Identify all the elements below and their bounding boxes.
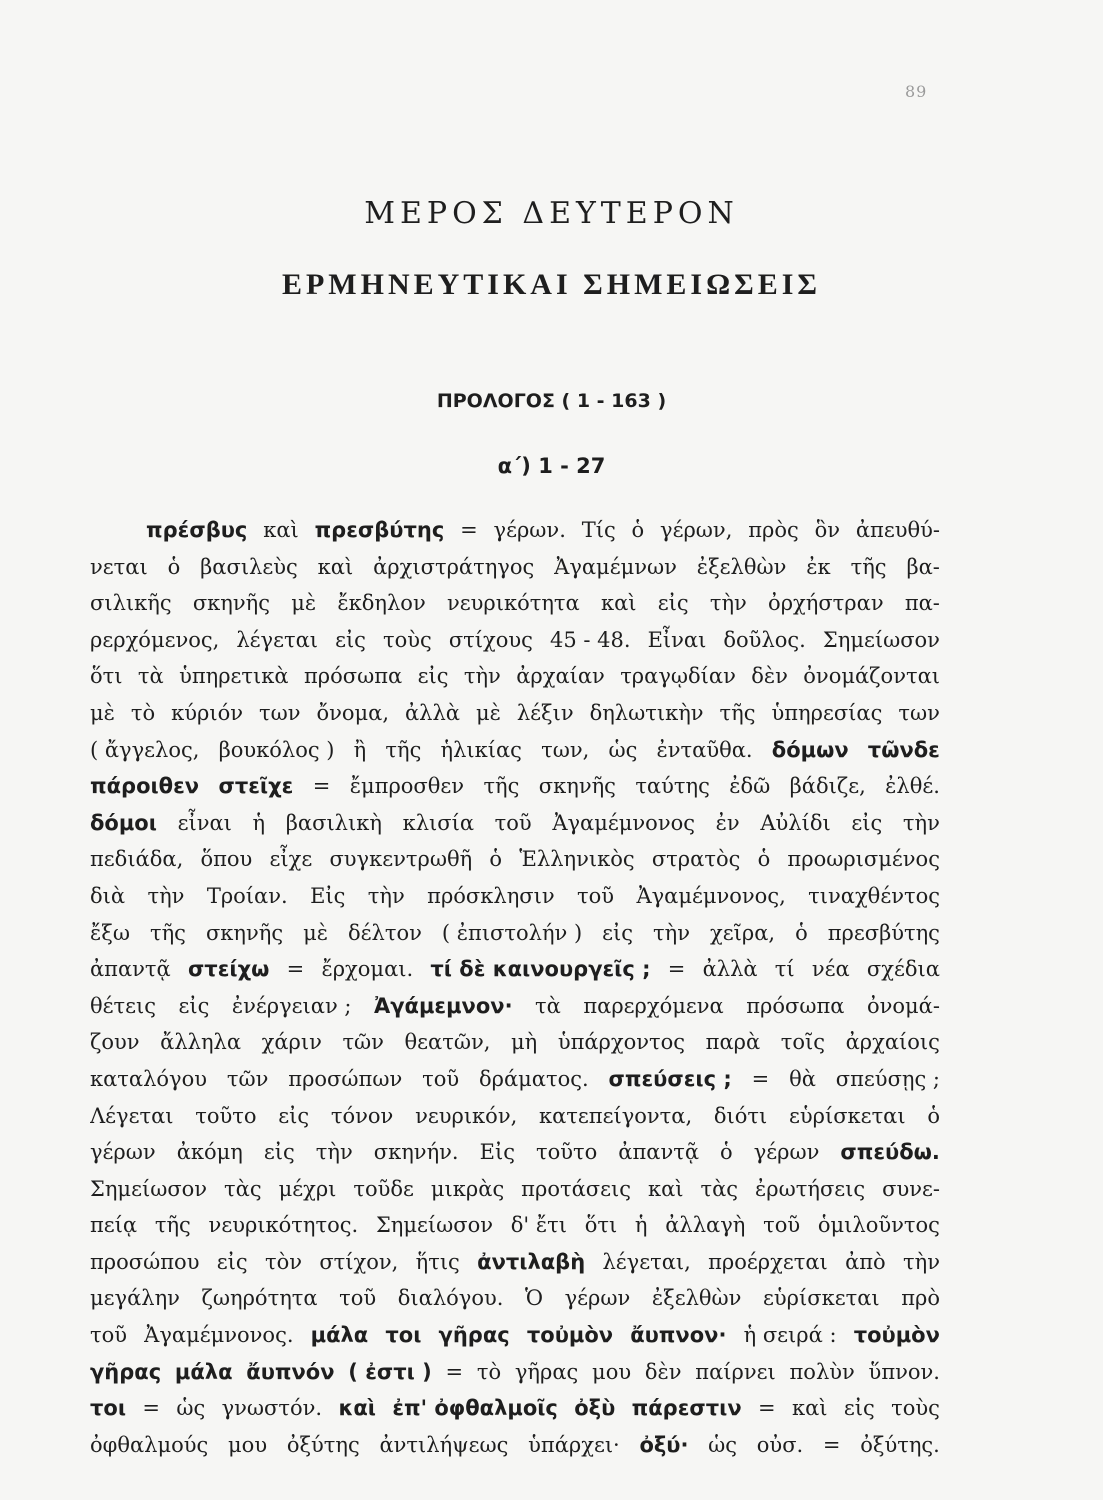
prologue-heading: ΠΡΟΛΟΓΟΣ ( 1 - 163 ) — [436, 390, 667, 412]
word: λέξιν — [516, 700, 574, 725]
word: θεατῶν, — [404, 1030, 491, 1055]
lemma: τοι — [90, 1396, 127, 1421]
word: σπεύσῃς ; — [835, 1066, 940, 1091]
word: τοῦτο — [535, 1140, 598, 1165]
word: ὀξύτης — [286, 1432, 360, 1457]
word: γῆρας — [514, 1359, 579, 1384]
commentary-text — [90, 512, 940, 1463]
word: = — [751, 1066, 770, 1091]
word: τὸν — [264, 1249, 302, 1274]
word: ἀρχαίαν — [516, 664, 605, 689]
word: Ἀγαμέμνων — [554, 554, 677, 579]
word: τιναχθέντος — [808, 883, 940, 908]
word: καὶ — [791, 1396, 828, 1421]
word: ὀφθαλμούς — [90, 1432, 209, 1457]
word: τῆς — [385, 737, 422, 762]
word: ( ἐπιστολήν ) — [441, 920, 583, 945]
word: ὁ — [167, 554, 181, 579]
word: ἄλληλα — [160, 1030, 242, 1055]
lemma: πάρεστιν — [631, 1396, 742, 1421]
word: λέγεται — [236, 627, 319, 652]
word: Λέγεται — [90, 1103, 174, 1128]
word: εἰς — [843, 1396, 875, 1421]
word: των — [258, 700, 301, 725]
word: εἰς — [417, 664, 449, 689]
word: = — [445, 1359, 464, 1384]
section-title: ΕΡΜΗΝΕΥΤΙΚΑΙ ΣΗΜΕΙΩΣΕΙΣ — [281, 268, 822, 301]
word: Τίς — [581, 518, 616, 542]
word: σκηνῆς — [205, 920, 284, 945]
word: εἰς — [263, 1140, 295, 1165]
word: πρόσωπα — [303, 664, 403, 689]
word: Τροίαν. — [206, 883, 288, 908]
word: ἀλλὰ — [405, 700, 460, 725]
word: κύριόν — [171, 700, 244, 725]
word: μεγάλην — [90, 1286, 180, 1311]
word: ἀπευθύ- — [855, 518, 940, 542]
word: θὰ — [789, 1066, 816, 1091]
text-line — [90, 841, 940, 878]
word: ζουν — [90, 1030, 140, 1055]
lemma: ( ἐστι ) — [348, 1359, 432, 1384]
word: εἰς — [278, 1103, 310, 1128]
word: τοῦ — [90, 1323, 128, 1348]
word: τῆς — [719, 700, 756, 725]
word: τί — [774, 957, 795, 982]
word: μὲ — [475, 700, 501, 725]
word: Ἀγαμέμνονος. — [144, 1323, 294, 1348]
word: ἡ σειρά : — [743, 1323, 837, 1348]
text-line — [90, 585, 940, 622]
word: Εἶναι — [647, 627, 707, 652]
word: ὁ — [927, 1103, 940, 1128]
word: πρὸ — [901, 1286, 940, 1311]
lemma: τοὐμὸν — [526, 1323, 614, 1348]
word: ( ἄγγελος, — [90, 737, 200, 762]
lemma: ἐπ' ὀφθαλμοῖς — [392, 1396, 558, 1421]
word: σιλικῆς — [90, 591, 172, 616]
word: πρόσκλησιν — [427, 883, 555, 908]
word: ὁ — [489, 847, 503, 872]
word: ἔρχομαι. — [321, 957, 414, 982]
word: ἐλθέ. — [885, 774, 940, 799]
subsection-heading: α΄) 1 - 27 — [497, 454, 606, 478]
word: πεδιάδα, — [90, 847, 184, 872]
word: ἀπὸ — [845, 1249, 886, 1274]
word: καὶ — [263, 518, 299, 542]
word: τῶν — [226, 1066, 269, 1091]
word: Σημείωσον — [375, 1213, 493, 1238]
lemma: ἄυπνόν — [246, 1359, 335, 1384]
word: τῶν — [342, 1030, 384, 1055]
word: σκηνῆς — [192, 591, 270, 616]
word: = — [460, 518, 478, 542]
word: τοὺς — [891, 1396, 940, 1421]
text-line — [90, 951, 940, 988]
word: ὀξύτης. — [860, 1432, 940, 1457]
word: ἢ — [353, 737, 367, 762]
text-line — [90, 1061, 940, 1098]
text-line — [90, 549, 940, 586]
word: κλισία — [402, 810, 474, 835]
word: γέρων — [90, 1140, 156, 1165]
word: δράματος. — [478, 1066, 589, 1091]
lemma: ὀξύ· — [639, 1432, 689, 1457]
word: των, — [541, 737, 590, 762]
text-line — [90, 1390, 940, 1427]
word: δὲν — [751, 664, 788, 689]
word: τοῦ — [577, 883, 615, 908]
word: ἀκόμη — [176, 1140, 243, 1165]
word: καταλόγου — [90, 1066, 208, 1091]
word: ὁ — [631, 518, 645, 542]
word: ρερχόμενος, — [90, 627, 220, 652]
word: τὴν — [315, 1140, 353, 1165]
word: = — [822, 1432, 841, 1457]
word: σκηνῆς — [538, 774, 616, 799]
word: κατεπείγοντα, — [539, 1103, 693, 1128]
part-title: ΜΕΡΟΣ ΔΕΥΤΕΡΟΝ — [364, 196, 739, 231]
lemma: γῆρας — [438, 1323, 510, 1348]
word: τραγῳδίαν — [620, 664, 736, 689]
word: μέχρι — [278, 1176, 337, 1201]
text-line — [90, 1427, 940, 1464]
word: στρατὸς — [651, 847, 741, 872]
word: προωρισμένος — [787, 847, 940, 872]
word: πείᾳ — [90, 1213, 138, 1238]
lemma: Ἀγάμεμνον· — [373, 993, 513, 1018]
lemma: μάλα — [310, 1323, 369, 1348]
word: δηλωτικὴν — [589, 700, 704, 725]
word: ἀρχαίοις — [845, 1030, 940, 1055]
word: δ' ἔτι — [510, 1213, 567, 1238]
word: θέτεις — [90, 993, 157, 1018]
word: ὁ — [795, 920, 808, 945]
word: ὀνομά- — [866, 993, 940, 1018]
word: τὸ — [130, 700, 156, 725]
word: Εἰς — [479, 1140, 515, 1165]
word: παρὰ — [705, 1030, 761, 1055]
word: εἶχε — [269, 847, 313, 872]
word: ζωηρότητα — [201, 1286, 318, 1311]
lemma: τί δὲ καινουργεῖς ; — [430, 957, 651, 982]
word: ὅτι — [90, 664, 123, 689]
word: ἔκδηλον — [337, 591, 426, 616]
word: συγκεντρωθῆ — [329, 847, 473, 872]
word: πρεσβύτης — [827, 920, 940, 945]
word: ἡλικίας — [440, 737, 522, 762]
word: = — [142, 1396, 160, 1421]
word: = — [667, 957, 686, 982]
word: προσώπου — [90, 1249, 200, 1274]
word: ὅτι — [584, 1213, 618, 1238]
word: μὲ — [90, 700, 115, 725]
lemma: ὀξὺ — [574, 1396, 616, 1421]
word: πρόσωπα — [746, 993, 845, 1018]
page-number: 89 — [905, 82, 928, 101]
word: τοῦτο — [195, 1103, 257, 1128]
word: ἀλλαγὴ — [665, 1213, 746, 1238]
lemma: τοι — [385, 1323, 422, 1348]
word: σκηνήν. — [373, 1140, 459, 1165]
word: τοῖς — [780, 1030, 826, 1055]
word: Ἑλληνικὸς — [519, 847, 635, 872]
word: των — [898, 700, 940, 725]
word: προέρχεται — [708, 1249, 828, 1274]
word: ἀρχιστράτηγος — [373, 554, 535, 579]
word: τὰ — [137, 664, 164, 689]
word: τοῦ — [339, 1286, 377, 1311]
word: διὰ — [90, 883, 126, 908]
word: εἰς — [657, 591, 689, 616]
text-line — [90, 1317, 940, 1354]
word: ὁμιλοῦντος — [817, 1213, 940, 1238]
word: γνωστόν. — [221, 1396, 323, 1421]
word: ἔξω — [90, 920, 130, 945]
word: νευρικότητα — [446, 591, 580, 616]
text-line — [90, 988, 940, 1025]
word: πολὺν — [789, 1359, 855, 1384]
word: μὲ — [291, 591, 317, 616]
lemma: πάροιθεν — [90, 774, 200, 799]
word: βασιλικὴ — [285, 810, 382, 835]
word: Ὁ — [525, 1286, 544, 1311]
word: γέρων — [564, 1286, 631, 1311]
word: εὑρίσκεται — [763, 1286, 880, 1311]
word: καὶ — [600, 591, 637, 616]
word: εἰς — [602, 920, 634, 945]
word: ἐρωτήσεις — [755, 1176, 866, 1201]
word: Εἰς — [310, 883, 346, 908]
text-line — [90, 1134, 940, 1171]
lemma: μάλα — [174, 1359, 233, 1384]
word: δὲν — [644, 1359, 682, 1384]
word: ἡ — [634, 1213, 648, 1238]
lemma: ἀντιλαβὴ — [477, 1249, 586, 1274]
lemma: δόμων — [771, 737, 849, 762]
word: τὰς — [224, 1176, 262, 1201]
word: ἐν — [715, 810, 740, 835]
word: τοῦδε — [353, 1176, 414, 1201]
word: ἐνταῦθα. — [656, 737, 753, 762]
text-line — [90, 622, 940, 659]
word: δοῦλος. — [723, 627, 806, 652]
text-line — [90, 1098, 940, 1135]
word: ταύτης — [635, 774, 710, 799]
lemma: πρεσβύτης — [314, 518, 445, 542]
lemma: καὶ — [338, 1396, 376, 1421]
word: μὴ — [511, 1030, 538, 1055]
word: χεῖρα, — [710, 920, 776, 945]
word: Αὐλίδι — [760, 810, 831, 835]
text-line — [90, 768, 940, 805]
word: ὕπνον. — [868, 1359, 940, 1384]
text-line — [90, 732, 940, 769]
text-line — [90, 1171, 940, 1208]
word: εἰς — [178, 993, 210, 1018]
word: ἀλλὰ — [702, 957, 758, 982]
word: παρερχόμενα — [583, 993, 724, 1018]
text-line — [90, 1354, 940, 1391]
word: ἔμπροσθεν — [349, 774, 465, 799]
word: ἐδῶ — [729, 774, 771, 799]
word: νεται — [90, 554, 148, 579]
word: τὰ — [535, 993, 561, 1018]
word: βα- — [906, 554, 940, 579]
word: τῆς — [483, 774, 520, 799]
word: χάριν — [261, 1030, 322, 1055]
text-line — [90, 805, 940, 842]
word: βουκόλος ) — [218, 737, 335, 762]
word: τὸ — [476, 1359, 502, 1384]
word: τοῦ — [763, 1213, 801, 1238]
word: δέλτον — [348, 920, 422, 945]
text-line — [90, 1207, 940, 1244]
word: ὡς — [608, 737, 638, 762]
word: Ἀγαμέμνονος — [552, 810, 695, 835]
word: πα- — [904, 591, 940, 616]
word: ὡς — [708, 1432, 738, 1457]
word: ἐξελθὼν — [651, 1286, 742, 1311]
lemma: τῶνδε — [867, 737, 940, 762]
word: γέρων. — [493, 518, 566, 542]
word: = — [758, 1396, 776, 1421]
word: οὐσ. — [756, 1432, 804, 1457]
word: εἶναι — [177, 810, 232, 835]
word: ἀπαντᾷ — [618, 1140, 700, 1165]
lemma: σπεύδω. — [840, 1140, 940, 1165]
word: διαλόγου. — [397, 1286, 504, 1311]
word: Σημείωσον — [90, 1176, 208, 1201]
word: τὰς — [700, 1176, 739, 1201]
word: προσώπων — [288, 1066, 403, 1091]
word: Ἀγαμέμνονος, — [636, 883, 786, 908]
word: νέα — [811, 957, 850, 982]
word: σχέδια — [866, 957, 940, 982]
lemma: δόμοι — [90, 810, 157, 835]
word: διότι — [713, 1103, 768, 1128]
word: μικρὰς — [430, 1176, 505, 1201]
word: βασιλεὺς — [200, 554, 298, 579]
word: ὄνομα, — [316, 700, 390, 725]
text-line — [90, 512, 940, 549]
word: μου — [228, 1432, 268, 1457]
word: ὑπηρεσίας — [771, 700, 883, 725]
word: τῆς — [149, 920, 186, 945]
word: = — [286, 957, 305, 982]
text-line — [90, 1024, 940, 1061]
word: τὴν — [463, 664, 501, 689]
word: ἐνέργειαν ; — [231, 993, 352, 1018]
word: τὴν — [902, 810, 940, 835]
text-line — [90, 658, 940, 695]
word: τὴν — [653, 920, 691, 945]
word: ὅπου — [200, 847, 253, 872]
word: ἥτις — [415, 1249, 460, 1274]
word: πρὸς — [748, 518, 799, 542]
word: λέγεται, — [602, 1249, 691, 1274]
word: εἰς — [851, 810, 883, 835]
word: καὶ — [647, 1176, 684, 1201]
word: τοὺς — [382, 627, 432, 652]
word: ὀνομάζονται — [803, 664, 940, 689]
word: ὡς — [176, 1396, 206, 1421]
word: ἐκ — [806, 554, 831, 579]
word: ὁ — [757, 847, 771, 872]
word: νευρικόν, — [415, 1103, 518, 1128]
word: τόνον — [330, 1103, 394, 1128]
word: ἀπαντᾷ — [90, 957, 171, 982]
lemma: σπεύσεις ; — [608, 1066, 732, 1091]
word: 45 - 48. — [549, 627, 631, 652]
word: τὴν — [367, 883, 405, 908]
word: ὑπάρχοντος — [557, 1030, 686, 1055]
word: τῆς — [154, 1213, 191, 1238]
word: ὑπάρχει· — [528, 1432, 620, 1457]
text-line — [90, 878, 940, 915]
word: εὑρίσκεται — [789, 1103, 906, 1128]
word: τῆς — [850, 554, 887, 579]
word: ἐξελθὼν — [696, 554, 787, 579]
text-line — [90, 915, 940, 952]
word: τοῦ — [422, 1066, 460, 1091]
word: τὴν — [903, 1249, 940, 1274]
lemma: γῆρας — [90, 1359, 162, 1384]
word: Σημείωσον — [822, 627, 940, 652]
word: ὃν — [814, 518, 841, 542]
word: μὲ — [303, 920, 329, 945]
word: συνε- — [882, 1176, 940, 1201]
word: τὴν — [147, 883, 185, 908]
text-line — [90, 1280, 940, 1317]
word: βάδιζε, — [789, 774, 866, 799]
word: τοῦ — [494, 810, 532, 835]
word: στίχον, — [319, 1249, 399, 1274]
word: = — [312, 774, 331, 799]
word: τὴν — [709, 591, 747, 616]
lemma: πρέσβυς — [146, 518, 248, 542]
word: ἡ — [252, 810, 266, 835]
word: εἰς — [335, 627, 366, 652]
word: παίρνει — [695, 1359, 776, 1384]
word: ἀντιλήψεως — [379, 1432, 509, 1457]
word: εἰς — [216, 1249, 248, 1274]
word: ὁ — [720, 1140, 733, 1165]
word: νευρικότητος. — [208, 1213, 359, 1238]
word: ὀρχήστραν — [768, 591, 884, 616]
lemma: στείχω — [187, 957, 270, 982]
lemma: τοὐμὸν — [853, 1323, 940, 1348]
text-line — [90, 1244, 940, 1281]
text-line — [90, 695, 940, 732]
word: προτάσεις — [521, 1176, 631, 1201]
word: ὑπηρετικὰ — [179, 664, 289, 689]
word: στίχους — [448, 627, 533, 652]
word: καὶ — [317, 554, 354, 579]
word: μου — [592, 1359, 632, 1384]
word: γέρων, — [660, 518, 733, 542]
lemma: στεῖχε — [218, 774, 294, 799]
lemma: ἄυπνον· — [630, 1323, 727, 1348]
word: γέρων — [753, 1140, 820, 1165]
